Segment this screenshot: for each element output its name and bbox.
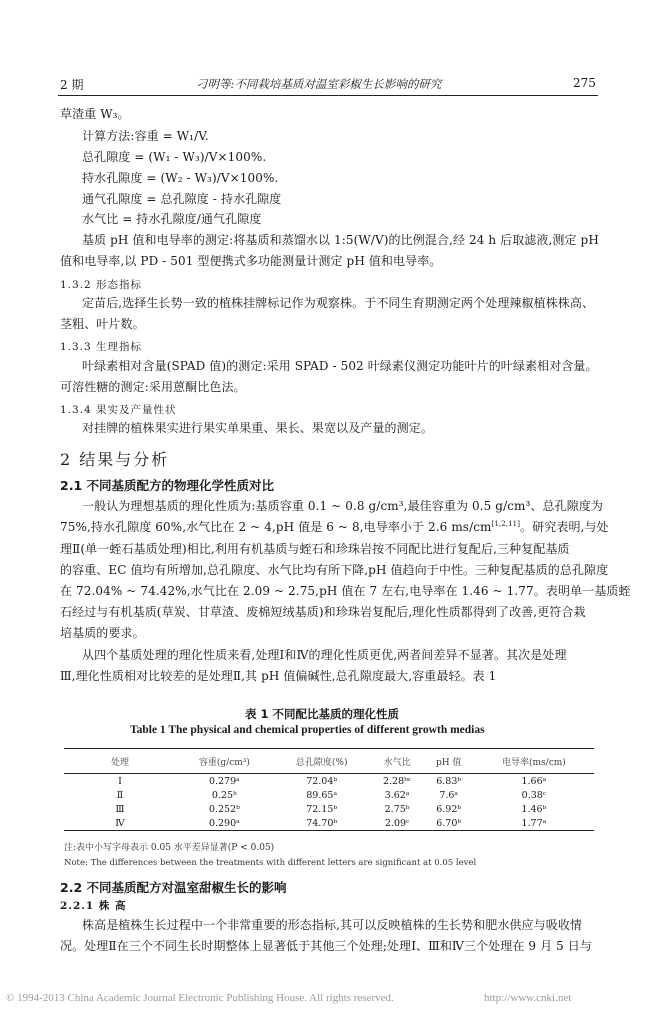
cell: 74.70ᵇ: [306, 817, 338, 829]
table-row: [64, 802, 594, 816]
cell: 0.25ᵇ: [211, 789, 237, 801]
cell: Ⅱ: [116, 789, 124, 801]
running-title: 刁明等:不同栽培基质对温室彩椒生长影响的研究: [196, 77, 442, 91]
cell: 2.28ᵇᶜ: [382, 775, 412, 787]
s134-line-1: 对挂牌的植株果实进行果实单果重、果长、果宽以及产量的测定。: [82, 421, 433, 435]
s133-line-2: 可溶性糖的测定:采用蒽酮比色法。: [60, 380, 246, 394]
cell: 6.70ᵇ: [436, 817, 462, 829]
cell: 1.66ᵃ: [521, 775, 547, 787]
cell: 1.46ᵇ: [521, 803, 547, 815]
s21-line-2-end: 。研究表明,与处: [520, 520, 609, 534]
s133-line-1: 叶绿素相对含量(SPAD 值)的测定:采用 SPAD - 502 叶绿素仪测定功能叶片的叶绿素相对含量。: [82, 359, 598, 373]
method-line-2: 计算方法:容重 = W₁/V.: [82, 129, 209, 143]
table-1-caption-cn: 表 1 不同配比基质的理化性质: [245, 707, 400, 721]
col-header-water-air-ratio: 水气比: [383, 757, 411, 768]
table-row: [64, 788, 594, 802]
cell: Ⅳ: [115, 817, 125, 829]
cell: 0.252ᵇ: [208, 803, 240, 815]
s21-line-7: 培基质的要求。: [60, 626, 145, 640]
s221-line-1: 株高是植株生长过程中一个非常重要的形态指标,其可以反映植株的生长势和肥水供应与吸收情: [82, 918, 583, 932]
cell: 1.77ᵃ: [521, 817, 547, 829]
cell: 3.62ᵃ: [384, 789, 410, 801]
issue-label: 2 期: [60, 78, 84, 92]
method-line-3: 总孔隙度 = (W₁ - W₃)/V×100%.: [82, 150, 267, 164]
cell: 72.04ᵇ: [306, 775, 338, 787]
table-row: [64, 774, 594, 789]
table-1-note-en: Note: The differences between the treatments with different letters are significant at 0.05 level: [64, 858, 477, 868]
s221-line-2: 况。处理Ⅱ在三个不同生长时期整体上显著低于其他三个处理;处理Ⅰ、Ⅲ和Ⅳ三个处理在 9 月 5 日与: [60, 939, 592, 953]
section-2-1-title: 2.1 不同基质配方的物理化学性质对比: [60, 478, 274, 493]
s21-line-6: 石经过与有机基质(草炭、甘草渣、废棉短绒基质)和珍珠岩复配后,理化性质都得到了改善,更符合栽: [60, 605, 586, 619]
s21-line-3: 理Ⅱ(单一蛭石基质处理)相比,利用有机基质与蛭石和珍珠岩按不同配比进行复配后,三种复配基质: [60, 542, 570, 556]
cell: Ⅲ: [115, 803, 125, 815]
cell: 7.6ᵃ: [439, 789, 459, 801]
method-line-1: 草渣重 W₃。: [60, 107, 130, 121]
cell: 0.279ᵃ: [208, 775, 240, 787]
copyright-footer: © 1994-2013 China Academic Journal Electronic Publishing House. All rights reserved.: [6, 992, 394, 1004]
s21-line-8: 从四个基质处理的理化性质来看,处理Ⅰ和Ⅳ的理化性质更优,两者间差异不显著。其次是处理: [82, 648, 567, 662]
table-1: [64, 748, 594, 831]
section-2-2-title: 2.2 不同基质配方对温室甜椒生长的影响: [60, 880, 287, 895]
s21-line-1: 一般认为理想基质的理化性质为:基质容重 0.1 ~ 0.8 g/cm³,最佳容重为 0.5 g/cm³、总孔隙度为: [82, 499, 604, 513]
table-1-caption-en: Table 1 The physical and chemical properties of different growth medias: [130, 724, 485, 736]
method-line-4: 持水孔隙度 = (W₂ - W₃)/V×100%.: [82, 171, 279, 185]
section-2-2-1-title: 2.2.1 株 高: [60, 900, 127, 912]
method-line-6: 水气比 = 持水孔隙度/通气孔隙度: [82, 212, 262, 226]
s21-line-2: [60, 521, 609, 533]
cell: 0.290ᵃ: [208, 817, 240, 829]
page-number: 275: [573, 76, 596, 90]
section-2-title: 2 结果与分析: [60, 450, 170, 469]
col-header-conductivity: 电导率(ms/cm): [502, 757, 566, 768]
section-1-3-2-title: 1.3.2 形态指标: [60, 279, 143, 291]
cell: 2.09ᶜ: [384, 817, 410, 829]
method-line-7: 基质 pH 值和电导率的测定:将基质和蒸馏水以 1:5(W/V)的比例混合,经 24 h 后取滤液,测定 pH: [82, 233, 599, 247]
section-1-3-3-title: 1.3.3 生理指标: [60, 341, 143, 353]
cnki-url[interactable]: http://www.cnki.net: [484, 992, 572, 1004]
section-1-3-4-title: 1.3.4 果实及产量性状: [60, 404, 177, 416]
cell: 89.65ᵃ: [306, 789, 338, 801]
s21-line-5: 在 72.04% ~ 74.42%,水气比在 2.09 ~ 2.75,pH 值在 7 左右,电导率在 1.46 ~ 1.77。表明单一基质蛭: [60, 584, 631, 598]
header-rule: [58, 95, 598, 96]
col-header-ph: pH 值: [435, 757, 462, 768]
cell: 6.83ᵇ: [436, 775, 462, 787]
cell: Ⅰ: [118, 775, 122, 787]
s21-line-2-text: 75%,持水孔隙度 60%,水气比在 2 ~ 4,pH 值是 6 ~ 8,电导率小于 2.6 ms/cm: [60, 520, 492, 534]
cell: 72.15ᵇ: [306, 803, 338, 815]
col-header-bulk-density: 容重(g/cm³): [198, 757, 250, 768]
s21-line-4: 的容重、EC 值均有所增加,总孔隙度、水气比均有所下降,pH 值趋向于中性。三种复配基质的总孔隙度: [60, 563, 609, 577]
cell: 2.75ᵇ: [384, 803, 410, 815]
table-header-row: [64, 749, 594, 774]
citation-ref: [1,2,11]: [491, 520, 521, 528]
table-row: [64, 816, 594, 831]
table-1-note-cn: 注:表中小写字母表示 0.05 水平差异显著(P < 0.05): [64, 843, 275, 853]
s132-line-1: 定苗后,选择生长势一致的植株挂牌标记作为观察株。于不同生育期测定两个处理辣椒植株株高、: [82, 296, 595, 310]
s132-line-2: 茎粗、叶片数。: [60, 317, 145, 331]
cell: 6.92ᵇ: [436, 803, 462, 815]
s21-line-9: Ⅲ,理化性质相对比较差的是处理Ⅱ,其 pH 值偏碱性,总孔隙度最大,容重最轻。表 1: [60, 669, 497, 683]
cell: 0.38ᶜ: [521, 789, 547, 801]
col-header-treatment: 处理: [110, 757, 129, 768]
method-line-8: 值和电导率,以 PD - 501 型便携式多功能测量计测定 pH 值和电导率。: [60, 254, 442, 268]
method-line-5: 通气孔隙度 = 总孔隙度 - 持水孔隙度: [82, 192, 282, 206]
col-header-total-porosity: 总孔隙度(%): [295, 757, 348, 768]
